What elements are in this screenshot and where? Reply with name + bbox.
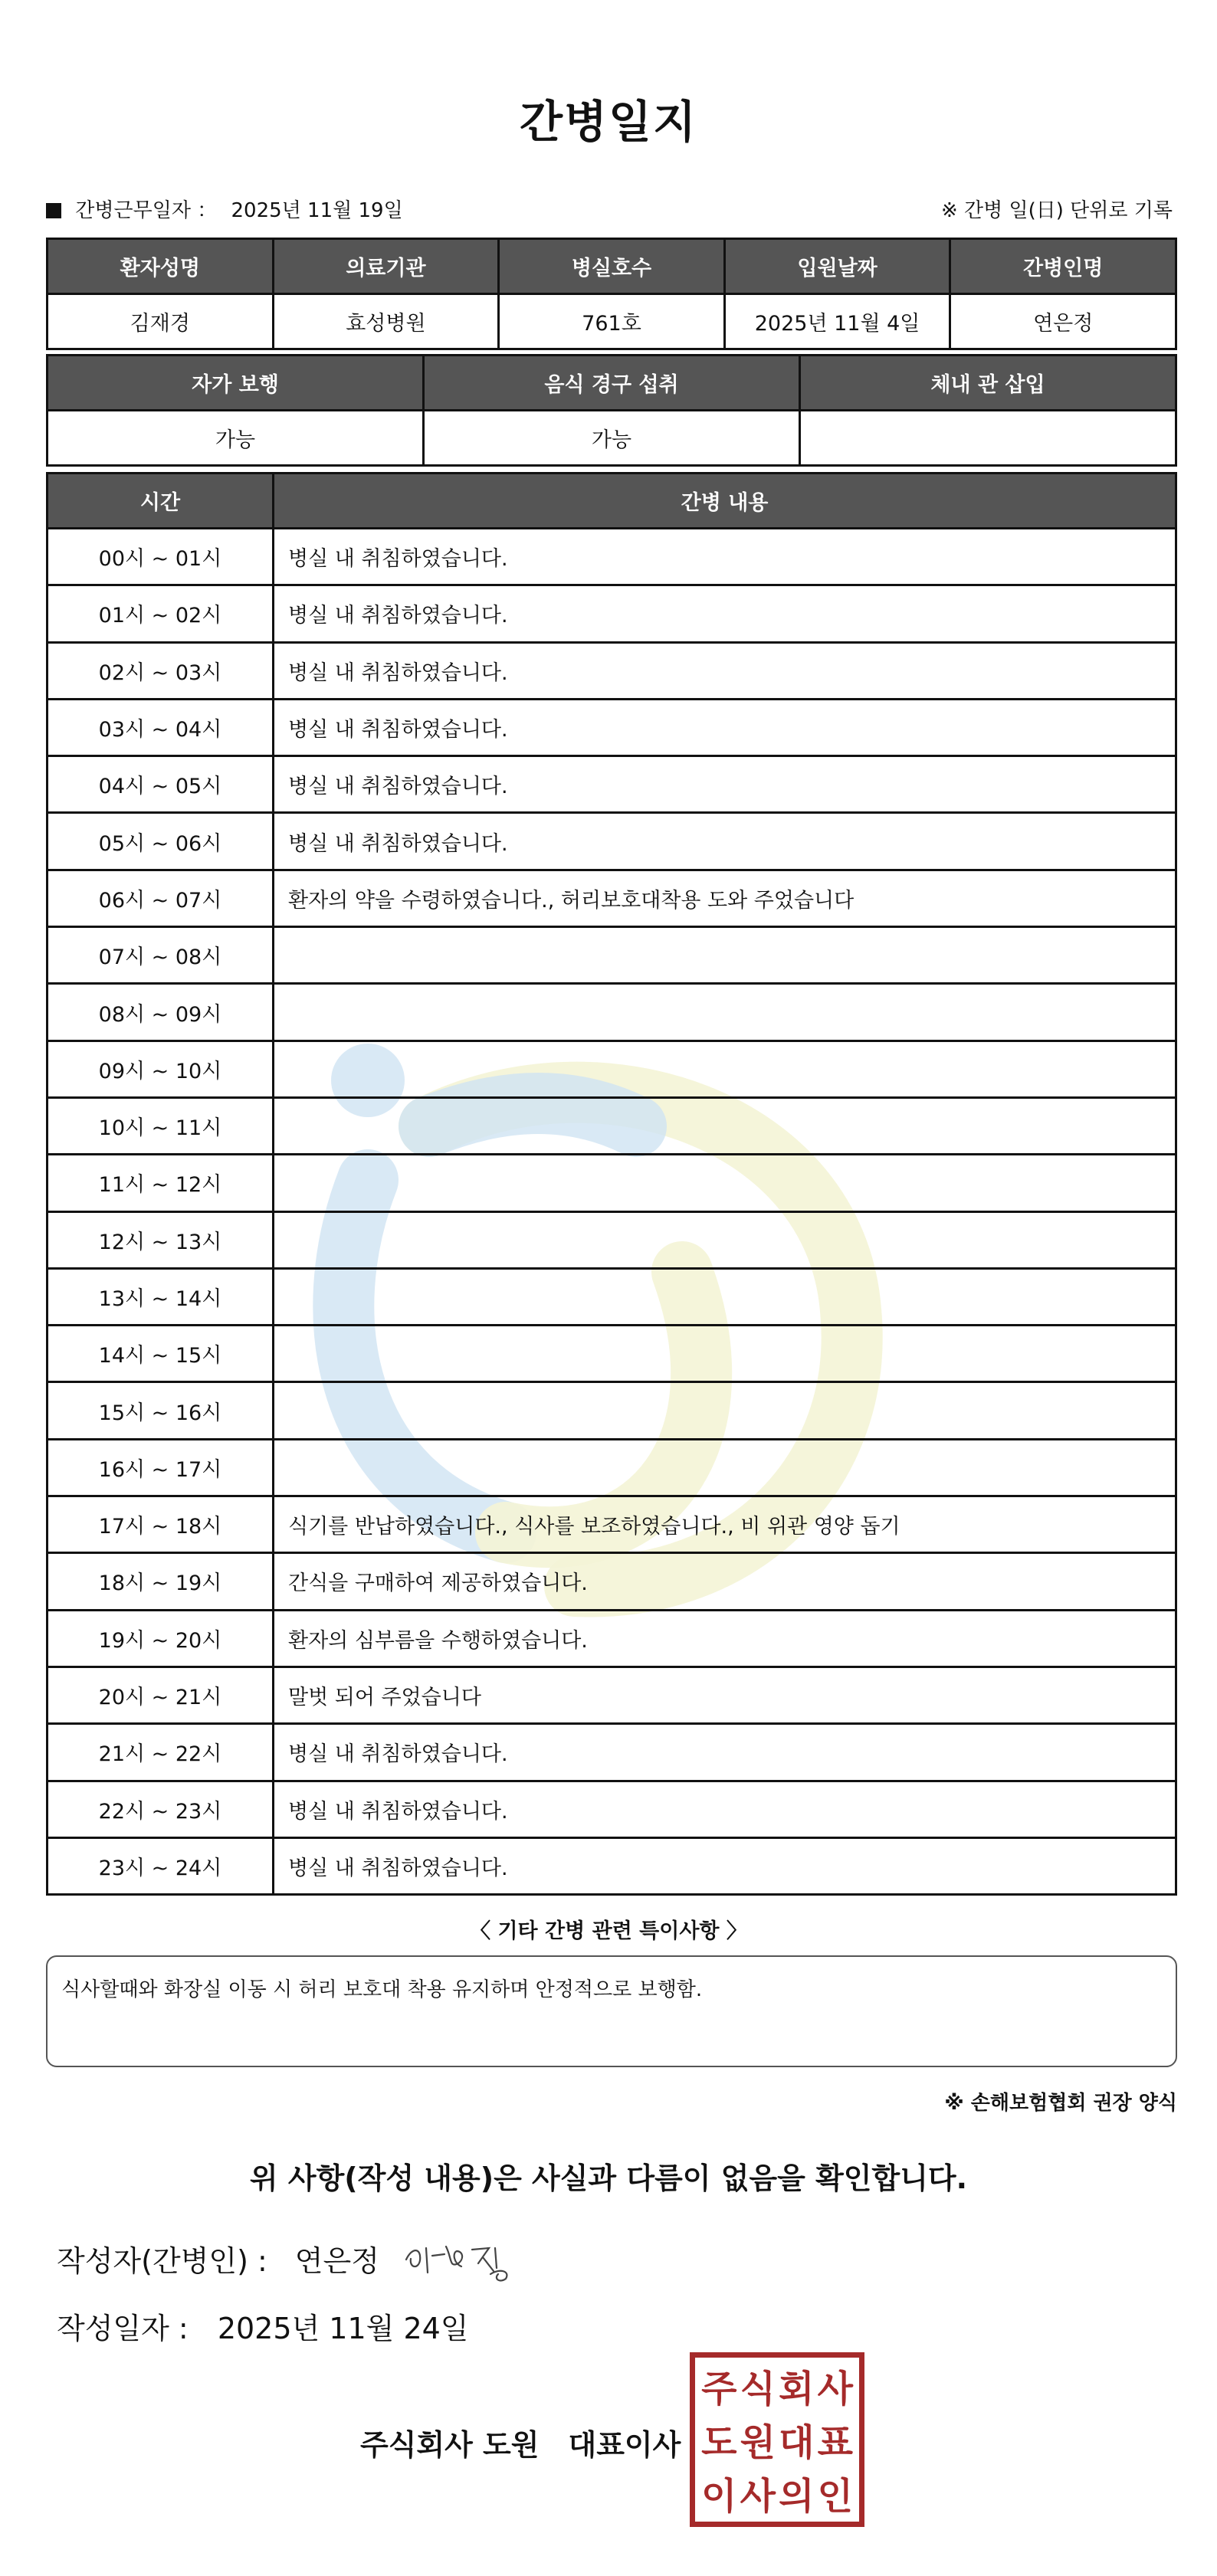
- header-room-number: 병실호수: [499, 239, 725, 294]
- work-date-row: [46, 193, 1173, 224]
- recommended-form-note: ※ 손해보험협회 권장 양식: [944, 2092, 1177, 2115]
- log-time-cell: 02시 ~ 03시: [48, 642, 274, 699]
- header-admission-date: 입원날짜: [724, 239, 950, 294]
- work-date-value: 2025년 11월 19일: [231, 198, 403, 222]
- remarks-title: 〈 기타 간병 관련 특이사항 〉: [470, 1919, 747, 1943]
- log-time-cell: 07시 ~ 08시: [48, 927, 274, 984]
- log-time-cell: 19시 ~ 20시: [48, 1610, 274, 1667]
- log-content-cell: 병실 내 취침하였습니다.: [274, 1724, 1176, 1781]
- log-time-cell: 10시 ~ 11시: [48, 1097, 274, 1154]
- company-name: 주식회사 도원: [360, 2428, 540, 2462]
- log-time-cell: 16시 ~ 17시: [48, 1439, 274, 1496]
- writer-name: 연은정: [294, 2244, 379, 2278]
- log-time-cell: 06시 ~ 07시: [48, 870, 274, 926]
- log-content-cell: [274, 1155, 1176, 1211]
- seal-character: 회: [779, 2368, 815, 2410]
- care-log-table: [46, 472, 1177, 1896]
- header-self-walking: 자가 보행: [48, 356, 424, 411]
- seal-character: 대: [779, 2421, 815, 2464]
- caregiver-name-value: 연은정: [950, 294, 1176, 349]
- log-time-cell: 22시 ~ 23시: [48, 1781, 274, 1837]
- confirmation-statement: 위 사항(작성 내용)은 사실과 다름이 없음을 확인합니다.: [249, 2161, 968, 2195]
- header-time: 시간: [48, 474, 274, 529]
- log-content-cell: 병실 내 취침하였습니다.: [274, 1781, 1176, 1837]
- company-seal-stamp: [690, 2352, 864, 2527]
- seal-character: 의: [779, 2475, 815, 2518]
- seal-character: 식: [740, 2368, 776, 2410]
- record-unit-note: ※ 간병 일(日) 단위로 기록: [940, 198, 1173, 222]
- care-log-row: [48, 1041, 1176, 1097]
- seal-character: 표: [817, 2421, 853, 2464]
- log-content-cell: 환자의 심부름을 수행하였습니다.: [274, 1610, 1176, 1667]
- log-time-cell: 21시 ~ 22시: [48, 1724, 274, 1781]
- care-log-row: [48, 984, 1176, 1041]
- log-time-cell: 13시 ~ 14시: [48, 1268, 274, 1325]
- care-log-row: [48, 1781, 1176, 1837]
- care-log-row: [48, 1439, 1176, 1496]
- handwritten-signature: [399, 2233, 529, 2286]
- seal-character: 주: [701, 2368, 737, 2410]
- care-log-row: [48, 1326, 1176, 1382]
- writer-line: [57, 2237, 379, 2279]
- log-content-cell: [274, 927, 1176, 984]
- log-content-cell: 병실 내 취침하였습니다.: [274, 699, 1176, 755]
- log-content-cell: 병실 내 취침하였습니다.: [274, 642, 1176, 699]
- header-oral-intake: 음식 경구 섭취: [424, 356, 800, 411]
- care-log-row: [48, 529, 1176, 585]
- care-log-row: [48, 1724, 1176, 1781]
- patient-status-header-row: [48, 356, 1176, 411]
- care-log-header-row: [48, 474, 1176, 529]
- header-hospital: 의료기관: [273, 239, 499, 294]
- log-time-cell: 15시 ~ 16시: [48, 1382, 274, 1439]
- log-time-cell: 23시 ~ 24시: [48, 1837, 274, 1894]
- patient-info-table: [46, 238, 1177, 350]
- log-time-cell: 04시 ~ 05시: [48, 756, 274, 813]
- log-content-cell: [274, 1211, 1176, 1268]
- log-content-cell: 환자의 약을 수령하였습니다., 허리보호대착용 도와 주었습니다: [274, 870, 1176, 926]
- remarks-text: 식사할때와 화장실 이동 시 허리 보호대 착용 유지하며 안정적으로 보행함.: [61, 1978, 703, 2001]
- care-log-row: [48, 927, 1176, 984]
- company-signoff: [360, 2421, 681, 2463]
- log-time-cell: 03시 ~ 04시: [48, 699, 274, 755]
- seal-character: 사: [740, 2475, 776, 2518]
- oral-intake-value: 가능: [424, 411, 800, 466]
- care-log-body: [48, 529, 1176, 1895]
- work-date-info: [46, 195, 411, 223]
- hospital-value: 효성병원: [273, 294, 499, 349]
- log-content-cell: 병실 내 취침하였습니다.: [274, 529, 1176, 585]
- seal-character: 도: [701, 2421, 737, 2464]
- care-log-row: [48, 1667, 1176, 1723]
- patient-info-header-row: [48, 239, 1176, 294]
- seal-character: 이: [701, 2475, 737, 2518]
- log-time-cell: 01시 ~ 02시: [48, 585, 274, 642]
- care-log-row: [48, 1097, 1176, 1154]
- log-content-cell: 간식을 구매하여 제공하였습니다.: [274, 1553, 1176, 1610]
- log-time-cell: 00시 ~ 01시: [48, 529, 274, 585]
- care-log-row: [48, 1268, 1176, 1325]
- header-caregiver-name: 간병인명: [950, 239, 1176, 294]
- log-time-cell: 11시 ~ 12시: [48, 1155, 274, 1211]
- log-content-cell: [274, 1382, 1176, 1439]
- care-log-row: [48, 1837, 1176, 1894]
- write-date-value: 2025년 11월 24일: [217, 2312, 469, 2345]
- patient-status-table: [46, 354, 1177, 467]
- log-time-cell: 17시 ~ 18시: [48, 1496, 274, 1553]
- care-log-row: [48, 813, 1176, 870]
- log-content-cell: 식기를 반납하였습니다., 식사를 보조하였습니다., 비 위관 영양 돕기: [274, 1496, 1176, 1553]
- remarks-box: [46, 1955, 1177, 2067]
- care-log-row: [48, 699, 1176, 755]
- patient-name-value: 김재경: [48, 294, 274, 349]
- header-tube-insertion: 체내 관 삽입: [800, 356, 1176, 411]
- log-content-cell: [274, 1041, 1176, 1097]
- ceo-label: 대표이사: [568, 2428, 681, 2462]
- log-content-cell: 병실 내 취침하였습니다.: [274, 756, 1176, 813]
- care-log-row: [48, 1496, 1176, 1553]
- log-time-cell: 12시 ~ 13시: [48, 1211, 274, 1268]
- seal-character: 원: [740, 2421, 776, 2464]
- log-content-cell: 병실 내 취침하였습니다.: [274, 1837, 1176, 1894]
- log-content-cell: [274, 1097, 1176, 1154]
- log-content-cell: 말벗 되어 주었습니다: [274, 1667, 1176, 1723]
- room-number-value: 761호: [499, 294, 725, 349]
- log-content-cell: 병실 내 취침하였습니다.: [274, 813, 1176, 870]
- document-title: 간병일지: [519, 96, 698, 148]
- log-time-cell: 14시 ~ 15시: [48, 1326, 274, 1382]
- seal-character: 인: [817, 2475, 853, 2518]
- log-content-cell: 병실 내 취침하였습니다.: [274, 585, 1176, 642]
- write-date-line: [57, 2305, 469, 2347]
- care-log-row: [48, 642, 1176, 699]
- log-time-cell: 09시 ~ 10시: [48, 1041, 274, 1097]
- care-log-row: [48, 1382, 1176, 1439]
- header-patient-name: 환자성명: [48, 239, 274, 294]
- patient-info-value-row: [48, 294, 1176, 349]
- patient-status-value-row: [48, 411, 1176, 466]
- log-time-cell: 20시 ~ 21시: [48, 1667, 274, 1723]
- self-walking-value: 가능: [48, 411, 424, 466]
- seal-character: 사: [817, 2368, 853, 2410]
- write-date-label: 작성일자 :: [57, 2312, 189, 2345]
- care-log-row: [48, 1553, 1176, 1610]
- care-log-row: [48, 585, 1176, 642]
- log-content-cell: [274, 1268, 1176, 1325]
- tube-insertion-value: [800, 411, 1176, 466]
- log-time-cell: 18시 ~ 19시: [48, 1553, 274, 1610]
- log-time-cell: 08시 ~ 09시: [48, 984, 274, 1041]
- care-log-row: [48, 1211, 1176, 1268]
- care-log-row: [48, 1610, 1176, 1667]
- square-bullet-icon: [46, 203, 61, 218]
- care-log-row: [48, 1155, 1176, 1211]
- writer-label: 작성자(간병인) :: [57, 2244, 267, 2278]
- header-care-content: 간병 내용: [274, 474, 1176, 529]
- care-log-row: [48, 756, 1176, 813]
- log-content-cell: [274, 1439, 1176, 1496]
- log-content-cell: [274, 984, 1176, 1041]
- log-content-cell: [274, 1326, 1176, 1382]
- log-time-cell: 05시 ~ 06시: [48, 813, 274, 870]
- admission-date-value: 2025년 11월 4일: [724, 294, 950, 349]
- work-date-label: 간병근무일자 ：: [75, 198, 218, 222]
- care-log-row: [48, 870, 1176, 926]
